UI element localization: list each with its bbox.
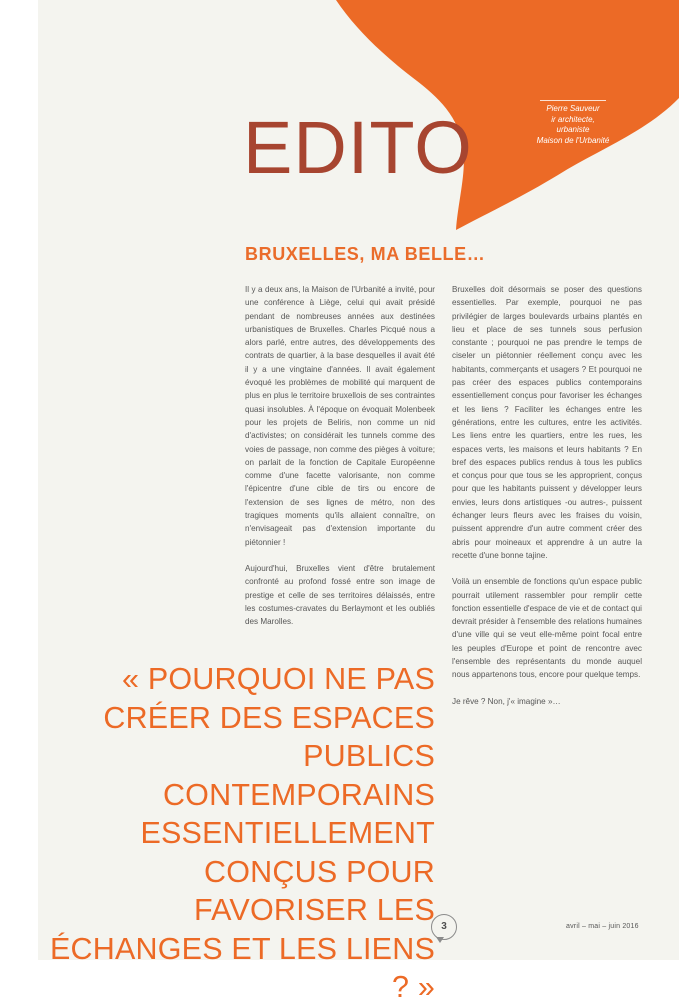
article-column-right xyxy=(452,283,642,721)
paragraph: Voilà un ensemble de fonctions qu'un espace public pourrait utilement rassembler pour remplir cette fonction essentielle d'espace de vie et de contact qui devrait présider à l'ensemble des relations humaines d'une ville qui se veut elle-même point focal entre les peuples d'Europe et point de rencontre avec l'ensemble des représentants du monde auquel nous appartenons tous, encore pour quelque temps. xyxy=(452,577,642,680)
paragraph: Je rêve ? Non, j'« imagine »… xyxy=(452,696,561,706)
author-role-2: urbaniste xyxy=(556,125,590,134)
magazine-page xyxy=(38,0,679,1004)
author-credit xyxy=(508,100,638,146)
page-number: 3 xyxy=(431,914,457,940)
credit-divider xyxy=(540,100,606,101)
issue-date: avril – mai – juin 2016 xyxy=(566,923,639,930)
paragraph: Bruxelles doit désormais se poser des questions essentielles. Par exemple, pourquoi ne pas privilégier de larges boulevards urbains plantés en lieu et place de ses tunnels sous perfusion constante ; pourquoi ne pas prendre le temps de ciseler un piétonnier réellement conçu avec les habitants, commerçants et usagers ? Et pourquoi ne pas créer des espaces publics contemporains essentiellement conçus pour favoriser les échanges et les liens ? Faciliter les échanges entre les générations, entre les cultures, entre les activités. Les liens entre les quartiers, entre les rues, les espaces verts, les maisons et leurs habitants ? En bref des espaces publics rendus à tous les publics et conçus pour que tous se les approprient, conçus pour que les habitants puissent y développer leurs envies, leurs dons artistiques -ou autres-, puissent échanger leurs fleurs avec les fraises du voisin, puissent apprendre d'un autre comment créer des abris pour moineaux et apprendre à un autre la recette d'une bonne tajine. xyxy=(452,285,642,560)
article-headline: BRUXELLES, MA BELLE… xyxy=(245,244,486,264)
article-column-left xyxy=(245,283,435,641)
pull-quote: « POURQUOI NE PAS CRÉER DES ESPACES PUBLICS CONTEMPORAINS ESSENTIELLEMENT CONÇUS POUR FAVORISER LES ÉCHANGES ET LES LIENS ? » xyxy=(49,662,435,1004)
paragraph: Aujourd'hui, Bruxelles vient d'être brutalement confronté au profond fossé entre son image de prestige et celle de ses territoires délaissés, entre les costumes-cravates du Berlaymont et les oubliés des Marolles. xyxy=(245,563,435,627)
section-title: EDITO xyxy=(243,106,473,189)
author-name: Pierre Sauveur xyxy=(546,104,600,113)
author-organization: Maison de l'Urbanité xyxy=(536,135,610,145)
paragraph: Il y a deux ans, la Maison de l'Urbanité a invité, pour une conférence à Liège, celui qui avait présidé pendant de nombreuses années aux destinées urbanistiques de Bruxelles. Charles Picqué nous a alors parlé, entre autres, des développements des contrats de quartier, à la base desquelles il avait été il y a une vingtaine d'années. Il avait également évoqué les problèmes de mobilité qui marquent de plus en plus le territoire bruxellois de ses contraintes quasi insolubles. À l'époque on évoquait Molenbeek pour les projets de Beliris, non comme un nid d'activistes; on considérait les tunnels comme des voies de passage, non comme des pièges à voiture; on parlait de la fonction de Capitale Européenne comme d'une facette valorisante, non comme l'épicentre d'une cible de tirs ou encore de l'extension de ses lignes de métro, non des tragiques moments qu'ils allaient connaître, on n'envisageait pas d'extension importante du piétonnier ! xyxy=(245,285,435,547)
author-role: ir architecte, xyxy=(551,114,595,124)
